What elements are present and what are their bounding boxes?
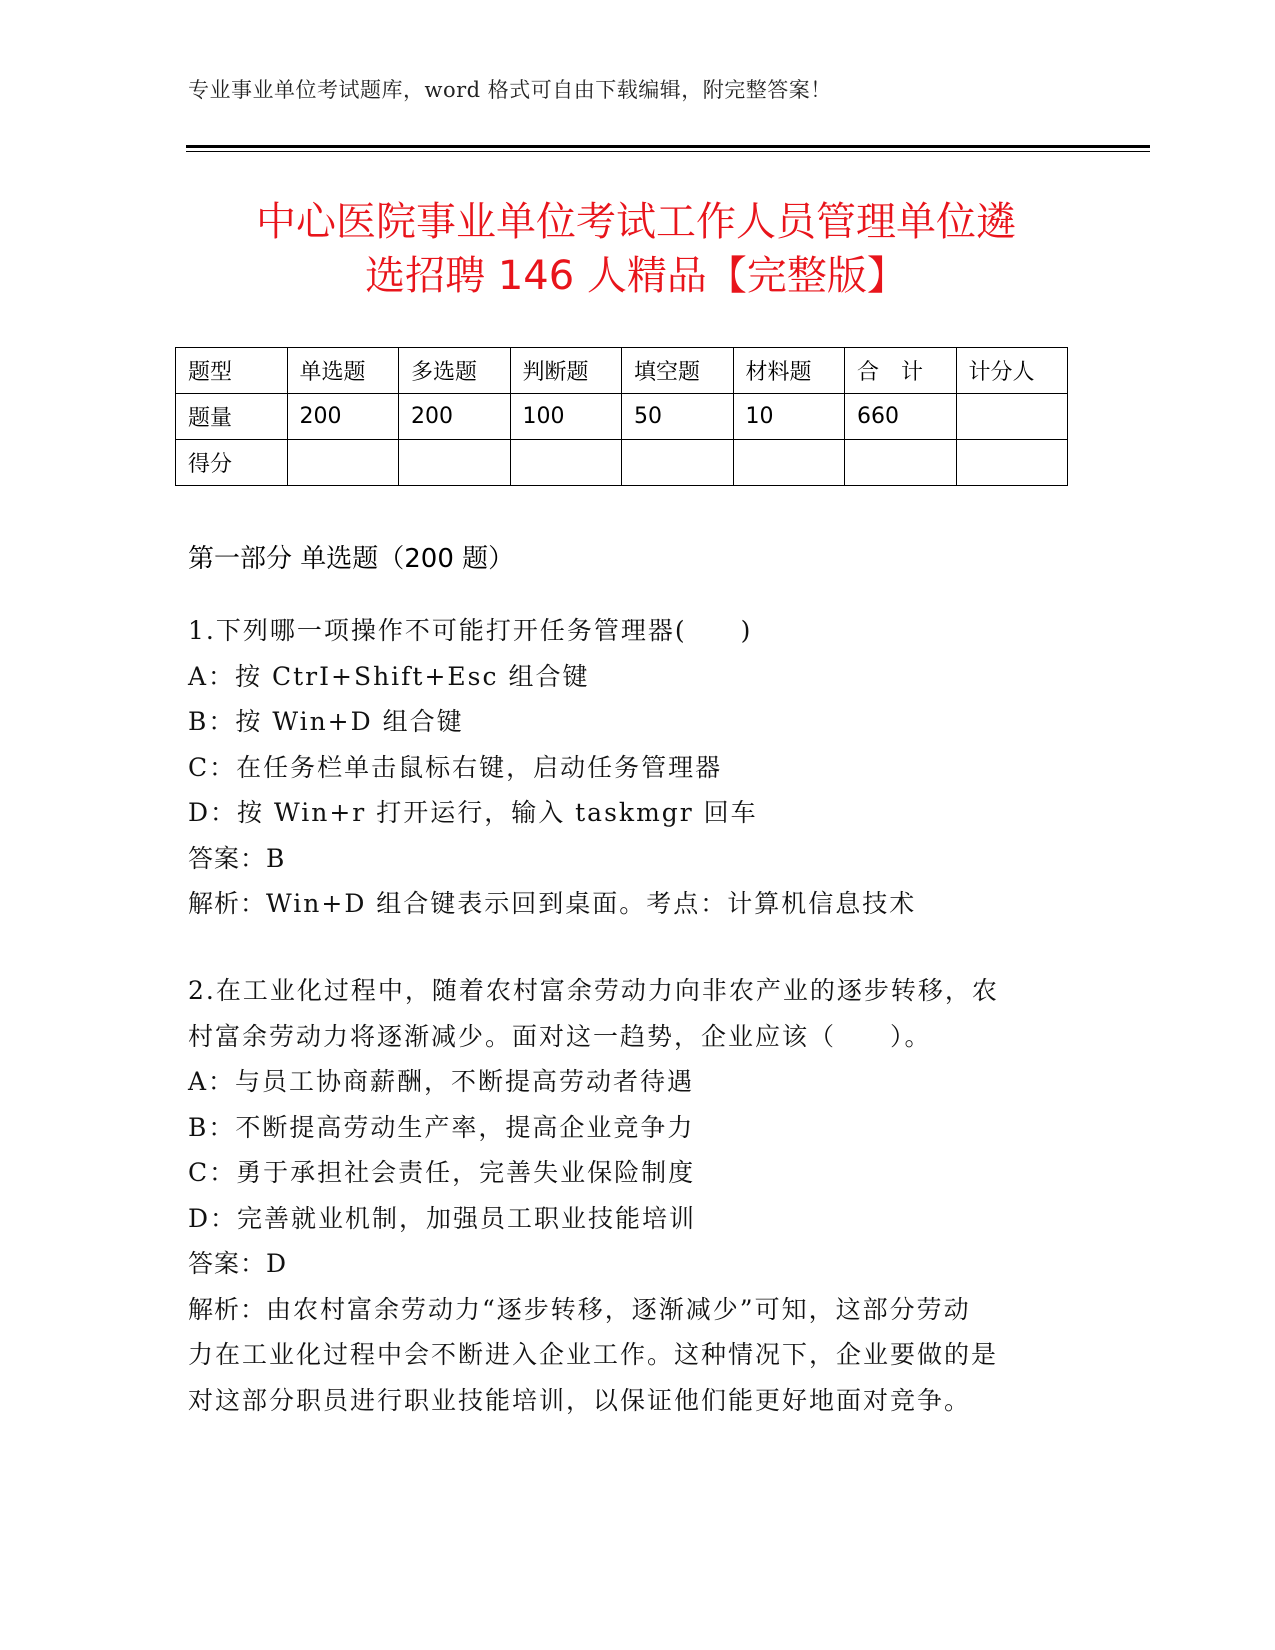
table-cell: 计分人 (956, 348, 1068, 394)
score-table-score-row (176, 440, 1068, 486)
table-cell (733, 440, 845, 486)
title-line-2: 选招聘 146 人精品【完整版】 (365, 253, 907, 299)
score-table-header-row (176, 348, 1068, 394)
table-cell: 材料题 (733, 348, 845, 394)
title-line-1: 中心医院事业单位考试工作人员管理单位遴 (256, 199, 1016, 245)
analysis-text: Win+D 组合键表示回到桌面。考点：计算机信息技术 (266, 889, 917, 918)
header-rule-thin (186, 151, 1150, 152)
score-table-count-row (176, 394, 1068, 440)
table-cell: 660 (845, 394, 957, 440)
section-heading: 第一部分 单选题（200 题） (188, 544, 515, 574)
table-cell (287, 440, 399, 486)
question-1 (188, 608, 1058, 927)
question-stem: 1.下列哪一项操作不可能打开任务管理器( ) (188, 616, 753, 645)
answer-line (188, 836, 1058, 882)
table-cell: 单选题 (287, 348, 399, 394)
option-c: C：在任务栏单击鼠标右键，启动任务管理器 (188, 752, 723, 782)
score-table (175, 347, 1068, 486)
analysis-line: 力在工业化过程中会不断进入企业工作。这种情况下，企业要做的是 (188, 1340, 999, 1369)
table-cell (622, 440, 734, 486)
table-cell: 题型 (176, 348, 288, 394)
page-header: 专业事业单位考试题库，word 格式可自由下载编辑，附完整答案！ (188, 78, 832, 102)
table-cell: 判断题 (510, 348, 622, 394)
document-title (186, 195, 1086, 303)
question-2 (188, 968, 1058, 1423)
analysis-line: 对这部分职员进行职业技能培训，以保证他们能更好地面对竞争。 (188, 1385, 972, 1415)
analysis-line (188, 881, 1058, 927)
table-cell: 合 计 (845, 348, 957, 394)
answer-value: B (266, 843, 287, 873)
option-d: D：按 Win+r 打开运行，输入 taskmgr 回车 (188, 798, 758, 827)
answer-line (188, 1241, 1058, 1287)
table-cell: 填空题 (622, 348, 734, 394)
answer-label: 答案： (188, 1249, 267, 1278)
question-stem: 2.在工业化过程中，随着农村富余劳动力向非农产业的逐步转移，农 (188, 976, 999, 1005)
question-stem: 村富余劳动力将逐渐减少。面对这一趋势，企业应该（ ）。 (188, 1021, 932, 1051)
table-cell (956, 394, 1068, 440)
table-cell (845, 440, 957, 486)
table-cell (399, 440, 511, 486)
analysis-line (188, 1287, 1058, 1333)
analysis-label: 解析： (188, 1294, 267, 1324)
option-a: A：与员工协商薪酬，不断提高劳动者待遇 (188, 1067, 695, 1096)
option-a: A：按 CtrI+Shift+Esc 组合键 (188, 661, 590, 691)
table-cell: 200 (399, 394, 511, 440)
header-rule-thick (186, 145, 1150, 148)
option-b: B：不断提高劳动生产率，提高企业竞争力 (188, 1112, 695, 1142)
table-cell (510, 440, 622, 486)
answer-value: D (266, 1249, 289, 1278)
option-b: B：按 Win+D 组合键 (188, 707, 464, 736)
table-cell: 100 (510, 394, 622, 440)
answer-label: 答案： (188, 843, 267, 873)
table-cell (956, 440, 1068, 486)
table-cell: 10 (733, 394, 845, 440)
option-c: C：勇于承担社会责任，完善失业保险制度 (188, 1158, 696, 1187)
table-cell: 200 (287, 394, 399, 440)
table-cell: 题量 (176, 394, 288, 440)
analysis-label: 解析： (188, 889, 267, 918)
table-cell: 得分 (176, 440, 288, 486)
option-d: D：完善就业机制，加强员工职业技能培训 (188, 1203, 697, 1233)
table-cell: 多选题 (399, 348, 511, 394)
table-cell: 50 (622, 394, 734, 440)
analysis-text: 由农村富余劳动力“逐步转移，逐渐减少”可知，这部分劳动 (266, 1294, 971, 1324)
